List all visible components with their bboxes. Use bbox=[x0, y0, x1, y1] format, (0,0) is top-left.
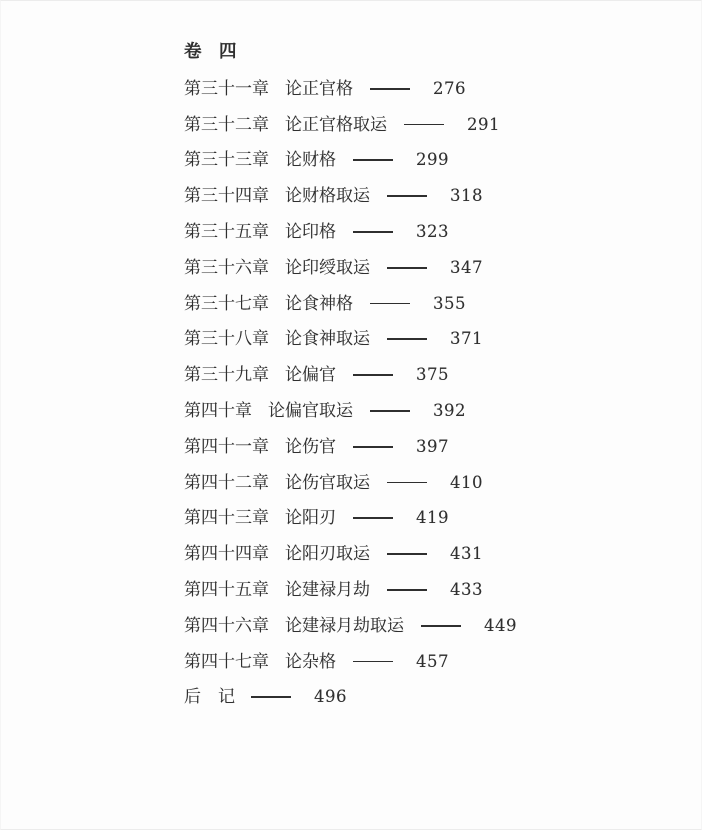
toc-content bbox=[184, 35, 691, 715]
dash-leader bbox=[370, 303, 410, 305]
page-number: 496 bbox=[314, 687, 347, 707]
chapter-title: 论食神取运 bbox=[285, 329, 370, 350]
toc-list bbox=[184, 71, 691, 715]
chapter-label: 第四十四章 bbox=[184, 544, 269, 565]
chapter-label: 第四十二章 bbox=[184, 472, 269, 493]
toc-row bbox=[184, 572, 691, 608]
chapter-label: 第三十四章 bbox=[184, 186, 269, 207]
chapter-title: 论偏官 bbox=[285, 365, 336, 386]
page-number: 431 bbox=[450, 544, 483, 564]
chapter-title: 论正官格取运 bbox=[285, 114, 387, 135]
page-number: 323 bbox=[416, 221, 449, 241]
toc-row bbox=[184, 250, 691, 286]
toc-row bbox=[184, 286, 691, 322]
chapter-title: 论阳刃取运 bbox=[285, 544, 370, 565]
page-number: 457 bbox=[416, 651, 449, 671]
page-number: 392 bbox=[433, 400, 466, 420]
toc-row bbox=[184, 500, 691, 536]
toc-row bbox=[184, 214, 691, 250]
chapter-title: 论食神格 bbox=[285, 293, 353, 314]
toc-row bbox=[184, 321, 691, 357]
chapter-label: 第四十章 bbox=[184, 400, 252, 421]
chapter-label: 第四十五章 bbox=[184, 579, 269, 600]
dash-leader bbox=[404, 124, 444, 126]
page-number: 371 bbox=[450, 329, 483, 349]
dash-leader bbox=[353, 159, 393, 161]
toc-row bbox=[184, 536, 691, 572]
chapter-label: 后 记 bbox=[184, 687, 235, 708]
dash-leader bbox=[387, 553, 427, 555]
dash-leader bbox=[353, 446, 393, 448]
page-number: 375 bbox=[416, 365, 449, 385]
dash-leader bbox=[353, 661, 393, 663]
page-number: 433 bbox=[450, 579, 483, 599]
toc-row bbox=[184, 393, 691, 429]
toc-row bbox=[184, 429, 691, 465]
dash-leader bbox=[421, 625, 461, 627]
chapter-title: 论财格取运 bbox=[285, 186, 370, 207]
chapter-label: 第三十六章 bbox=[184, 257, 269, 278]
chapter-title: 论财格 bbox=[285, 150, 336, 171]
toc-row bbox=[184, 142, 691, 178]
dash-leader bbox=[387, 482, 427, 484]
dash-leader bbox=[370, 410, 410, 412]
chapter-title: 论杂格 bbox=[285, 651, 336, 672]
page-number: 276 bbox=[433, 78, 466, 98]
dash-leader bbox=[353, 374, 393, 376]
volume-heading: 卷 四 bbox=[184, 42, 237, 62]
page-number: 355 bbox=[433, 293, 466, 313]
page-number: 449 bbox=[484, 615, 517, 635]
toc-row bbox=[184, 465, 691, 501]
page-number: 419 bbox=[416, 508, 449, 528]
chapter-label: 第三十一章 bbox=[184, 78, 269, 99]
dash-leader bbox=[353, 517, 393, 519]
page-number: 299 bbox=[416, 150, 449, 170]
chapter-title: 论偏官取运 bbox=[268, 400, 353, 421]
dash-leader bbox=[387, 338, 427, 340]
toc-row bbox=[184, 357, 691, 393]
toc-row bbox=[184, 644, 691, 680]
toc-row bbox=[184, 71, 691, 107]
chapter-label: 第四十六章 bbox=[184, 615, 269, 636]
chapter-title: 论伤官 bbox=[285, 436, 336, 457]
toc-row bbox=[184, 178, 691, 214]
chapter-title: 论阳刃 bbox=[285, 508, 336, 529]
chapter-title: 论正官格 bbox=[285, 78, 353, 99]
dash-leader bbox=[251, 696, 291, 698]
chapter-label: 第三十八章 bbox=[184, 329, 269, 350]
page-number: 397 bbox=[416, 436, 449, 456]
chapter-title: 论印格 bbox=[285, 221, 336, 242]
chapter-label: 第三十五章 bbox=[184, 221, 269, 242]
chapter-title: 论建禄月劫取运 bbox=[285, 615, 404, 636]
chapter-label: 第四十七章 bbox=[184, 651, 269, 672]
chapter-title: 论伤官取运 bbox=[285, 472, 370, 493]
chapter-label: 第三十七章 bbox=[184, 293, 269, 314]
chapter-label: 第四十一章 bbox=[184, 436, 269, 457]
chapter-label: 第四十三章 bbox=[184, 508, 269, 529]
dash-leader bbox=[370, 88, 410, 90]
page-number: 291 bbox=[467, 114, 500, 134]
page-number: 318 bbox=[450, 186, 483, 206]
chapter-title: 论印绶取运 bbox=[285, 257, 370, 278]
toc-row bbox=[184, 679, 691, 715]
page-number: 410 bbox=[450, 472, 483, 492]
chapter-label: 第三十二章 bbox=[184, 114, 269, 135]
toc-row bbox=[184, 107, 691, 143]
dash-leader bbox=[387, 195, 427, 197]
toc-row bbox=[184, 608, 691, 644]
dash-leader bbox=[353, 231, 393, 233]
chapter-label: 第三十九章 bbox=[184, 365, 269, 386]
dash-leader bbox=[387, 589, 427, 591]
dash-leader bbox=[387, 267, 427, 269]
chapter-label: 第三十三章 bbox=[184, 150, 269, 171]
page-number: 347 bbox=[450, 257, 483, 277]
chapter-title: 论建禄月劫 bbox=[285, 579, 370, 600]
